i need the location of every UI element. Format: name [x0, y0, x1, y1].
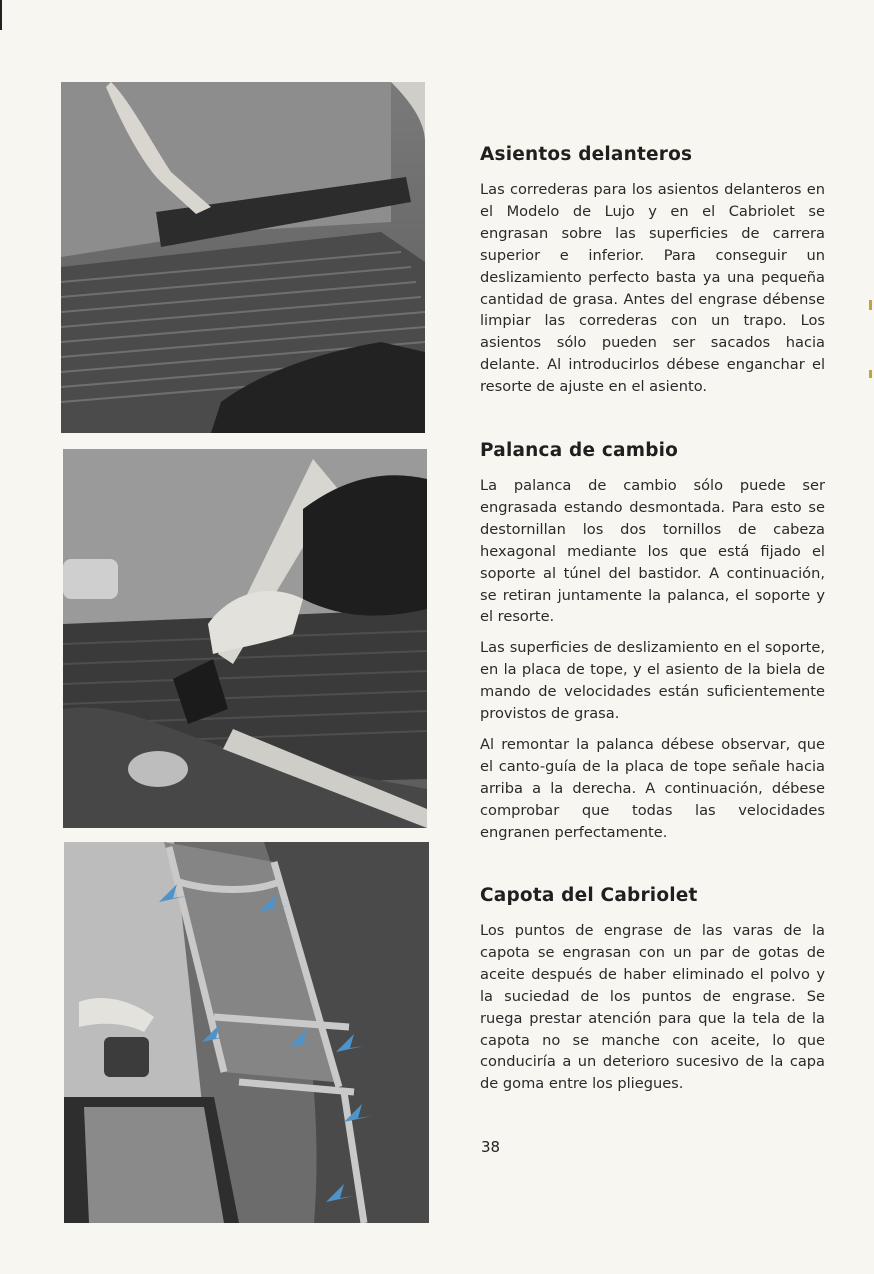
paragraph: Al remontar la palanca débese observar, que el canto-guía de la placa de tope señale hacia arriba a la derecha. A continuación, débese comprobar que todas las velocidades engranen perfectamente.: [480, 735, 825, 841]
paragraph: Los puntos de engrase de las varas de la capota se engrasan con un par de gotas de aceite después de haber eliminado el polvo y la suciedad de los puntos de engrase. Se ruega prestar atención para que la tela de la capota no se manche con aceite, lo que conduciría a un deterioro sucesivo de la capa de goma entre los pliegues.: [480, 922, 825, 1093]
page-number: 38: [481, 1138, 501, 1156]
cabriolet-top-photo: [64, 842, 429, 1223]
margin-mark: [869, 300, 872, 310]
paragraph: Las superficies de deslizamiento en el soporte, en la placa de tope, y el asiento de la biela de mando de velocidades están suficientemente provistos de grasa.: [480, 639, 825, 723]
paragraph: La palanca de cambio sólo puede ser engrasada estando desmontada. Para esto se destornillan los dos tornillos de cabeza hexagonal mediante los que está fijado el soporte al túnel del bastidor. A continuación, se retiran juntamente la palanca, el soporte y el resorte.: [480, 477, 825, 626]
paragraph: Las correderas para los asientos delanteros en el Modelo de Lujo y en el Cabriolet se engrasan sobre las superficies de carrera superior e inferior. Para conseguir un deslizamiento perfecto basta ya una pequeña cantidad de grasa. Antes del engrase débense limpiar las correderas con un trapo. Los asientos sólo pueden ser sacados hacia delante. Al introducirlos débese enganchar el resorte de ajuste en el asiento.: [480, 181, 825, 396]
gear-lever-photo: [63, 449, 427, 828]
seat-rail-photo: [61, 82, 425, 433]
section-title: Asientos delanteros: [480, 144, 693, 165]
section-capota: [480, 885, 825, 1095]
section-title: Capota del Cabriolet: [480, 885, 698, 906]
margin-mark: [869, 370, 872, 378]
page-edge-mark: [0, 0, 2, 30]
section-title: Palanca de cambio: [480, 440, 679, 461]
section-palanca: [480, 440, 825, 844]
section-asientos: [480, 144, 825, 398]
